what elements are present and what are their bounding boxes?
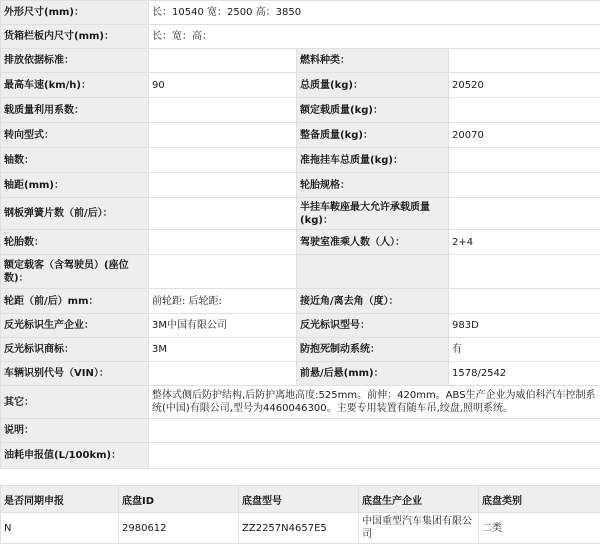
spec-label: 反光标识生产企业： (1, 314, 149, 338)
spec-value: 3M中国有限公司 (149, 314, 297, 338)
spec-row (1, 338, 600, 362)
spec-label: 额定载客（含驾驶员）(座位数)： (1, 255, 149, 289)
spec-row (1, 49, 600, 73)
spec-value (149, 98, 297, 123)
chassis-cell: 中国重型汽车集团有限公司 (359, 513, 479, 544)
spec-row (1, 386, 600, 419)
spec-label: 说明： (1, 419, 149, 443)
spec-label: 额定载质量(kg)： (297, 98, 449, 123)
section-gap (0, 469, 600, 485)
spec-label: 轴距(mm)： (1, 173, 149, 198)
spec-value (449, 148, 600, 173)
spec-value: 90 (149, 73, 297, 98)
spec-label: 防抱死制动系统： (297, 338, 449, 362)
chassis-cell: N (1, 513, 119, 544)
chassis-cell: 二类 (479, 513, 600, 544)
spec-value: 1578/2542 (449, 362, 600, 386)
spec-value (149, 443, 600, 469)
spec-value (449, 255, 600, 289)
spec-row (1, 98, 600, 123)
spec-value: 长：10540 宽：2500 高：3850 (149, 1, 600, 25)
spec-label: 载质量利用系数： (1, 98, 149, 123)
spec-value (149, 362, 297, 386)
spec-value (449, 289, 600, 314)
spec-value (149, 419, 600, 443)
spec-label: 油耗申报值(L/100km)： (1, 443, 149, 469)
spec-value: 20070 (449, 123, 600, 148)
spec-value: 983D (449, 314, 600, 338)
spec-value: 20520 (449, 73, 600, 98)
spec-label: 驾驶室准乘人数（人）： (297, 230, 449, 255)
spec-value: 长：宽：高： (149, 25, 600, 49)
spec-label: 准拖挂车总质量(kg)： (297, 148, 449, 173)
chassis-header-row (1, 486, 600, 513)
spec-row (1, 255, 600, 289)
spec-row (1, 289, 600, 314)
spec-label: 轮距（前/后）mm： (1, 289, 149, 314)
chassis-header-cell: 是否同期申报 (1, 486, 119, 513)
spec-row (1, 1, 600, 25)
spec-value (149, 198, 297, 230)
spec-label: 轮胎规格： (297, 173, 449, 198)
spec-row (1, 198, 600, 230)
spec-row (1, 25, 600, 49)
chassis-cell: 2980612 (119, 513, 239, 544)
spec-label: 半挂车鞍座最大允许承载质量(kg)： (297, 198, 449, 230)
spec-value: 前轮距: 后轮距: (149, 289, 297, 314)
chassis-header-cell: 底盘ID (119, 486, 239, 513)
spec-value (149, 148, 297, 173)
spec-label: 最高车速(km/h)： (1, 73, 149, 98)
spec-value (449, 98, 600, 123)
spec-value: 有 (449, 338, 600, 362)
chassis-row (1, 513, 600, 544)
spec-value (449, 49, 600, 73)
spec-label: 转向型式： (1, 123, 149, 148)
spec-label: 货箱栏板内尺寸(mm)： (1, 25, 149, 49)
spec-value (149, 123, 297, 148)
spec-value (149, 255, 297, 289)
spec-label: 反光标识商标： (1, 338, 149, 362)
spec-label: 外形尺寸(mm)： (1, 1, 149, 25)
spec-label: 前悬/后悬(mm)： (297, 362, 449, 386)
spec-label: 燃料种类： (297, 49, 449, 73)
spec-value: 3M (149, 338, 297, 362)
spec-label: 其它： (1, 386, 149, 419)
spec-row (1, 419, 600, 443)
spec-row (1, 443, 600, 469)
spec-row (1, 314, 600, 338)
spec-row (1, 362, 600, 386)
spec-value (449, 198, 600, 230)
spec-label: 钢板弹簧片数（前/后）： (1, 198, 149, 230)
spec-row (1, 148, 600, 173)
chassis-header-cell: 底盘型号 (239, 486, 359, 513)
spec-value (149, 173, 297, 198)
spec-label: 反光标识型号： (297, 314, 449, 338)
spec-value (149, 230, 297, 255)
spec-value (149, 49, 297, 73)
spec-label: 排放依据标准： (1, 49, 149, 73)
chassis-cell: ZZ2257N4657E5 (239, 513, 359, 544)
spec-row (1, 230, 600, 255)
spec-label: 车辆识别代号（VIN）： (1, 362, 149, 386)
spec-value: 整体式侧后防护结构,后防护离地高度:525mm。前伸：420mm。ABS生产企业为威伯科汽车控制系统(中国)有限公司,型号为4460046300。主要专用装置有随车吊,绞盘,照明系统。 (149, 386, 600, 419)
chassis-header-cell: 底盘生产企业 (359, 486, 479, 513)
spec-row (1, 123, 600, 148)
spec-label: 接近角/离去角（度）： (297, 289, 449, 314)
chassis-table (0, 485, 600, 544)
spec-value: 2+4 (449, 230, 600, 255)
spec-label: 轴数： (1, 148, 149, 173)
spec-label: 整备质量(kg)： (297, 123, 449, 148)
spec-value (449, 173, 600, 198)
spec-label (297, 255, 449, 289)
spec-label: 轮胎数： (1, 230, 149, 255)
spec-row (1, 73, 600, 98)
chassis-header-cell: 底盘类别 (479, 486, 600, 513)
spec-row (1, 173, 600, 198)
spec-label: 总质量(kg)： (297, 73, 449, 98)
